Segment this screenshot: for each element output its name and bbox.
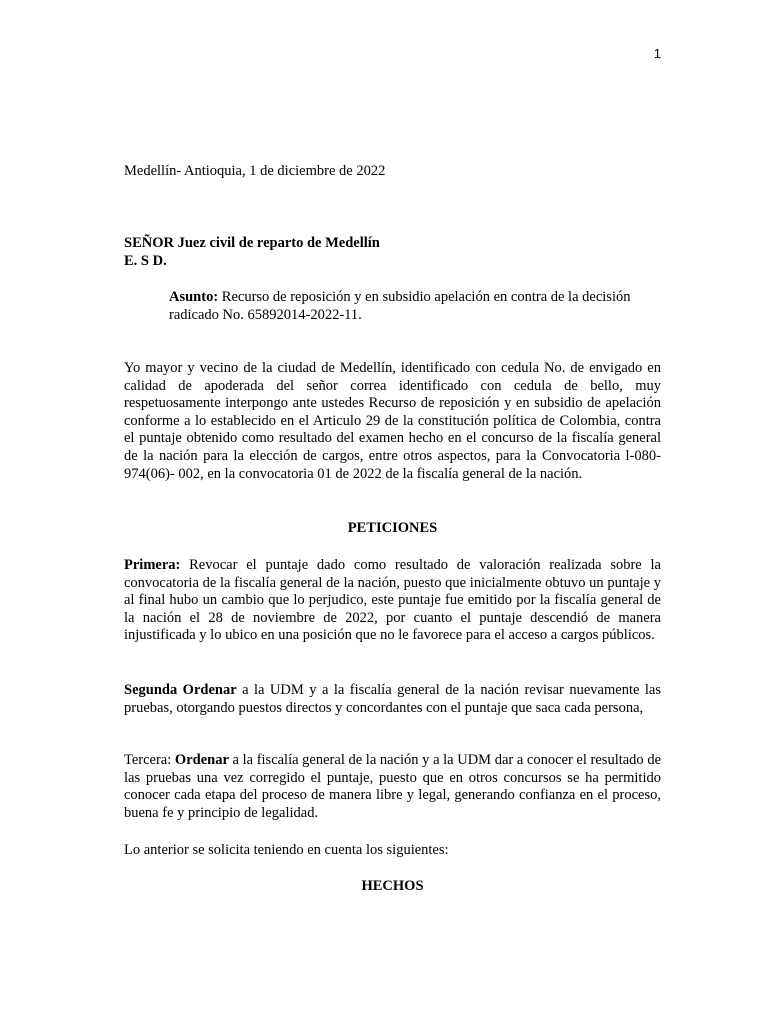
subject-text: Recurso de reposición y en subsidio apelación en contra de la decisión radicado No. 65892014-2022-11. xyxy=(169,289,631,323)
petition-first-text: Revocar el puntaje dado como resultado de valoración realizada sobre la convocatoria de la fiscalía general de la nación, puesto que inicialmente obtuvo un puntaje y al final hubo un cambio que lo perjudico, este puntaje fue emitido por la fiscalía general de la nación el 28 de noviembre de 2022, por cuanto el puntaje descendió de manera injustificada y lo ubico en una posición que no le favorece para el acceso a cargos públicos. xyxy=(124,557,661,644)
petition-second xyxy=(124,682,661,717)
petition-third-prefix: Tercera: xyxy=(124,752,175,768)
closing-line: Lo anterior se solicita teniendo en cuenta los siguientes: xyxy=(124,842,449,858)
petition-third-text: a la fiscalía general de la nación y a la UDM dar a conocer el resultado de las pruebas una vez corregido el puntaje, puesto que en otros concursos se ha permitido conocer cada etapa del proceso de manera libre y legal, generando confianza en el proceso, buena fe y principio de legalidad. xyxy=(124,752,662,821)
petition-second-label: Segunda Ordenar xyxy=(124,682,237,698)
page-number: 1 xyxy=(653,46,661,61)
facts-heading: HECHOS xyxy=(361,878,424,894)
petition-third-label: Ordenar xyxy=(174,752,229,768)
subject-label: Asunto: xyxy=(169,289,219,305)
petition-second-text: a la UDM y a la fiscalía general de la nación revisar nuevamente las pruebas, otorgando puestos directos y concordantes con el puntaje que saca cada persona, xyxy=(124,682,661,716)
recipient-line-1: SEÑOR Juez civil de reparto de Medellín xyxy=(124,235,380,251)
petition-first xyxy=(124,557,661,645)
petitions-heading: PETICIONES xyxy=(347,520,438,536)
intro-paragraph: Yo mayor y vecino de la ciudad de Medellín, identificado con cedula No. de envigado en calidad de apoderada del señor correa identificado con cedula de bello, muy respetuosamente interpongo ante ustedes Recurso de reposición y en subsidio de apelación conforme a lo establecido en el Articulo 29 de la constitución política de Colombia, contra el puntaje obtenido como resultado del examen hecho en el concurso de la fiscalía general de la nación para la elección de cargos, entre otros aspectos, para la Convocatoria l-080-974(06)- 002, en la convocatoria 01 de 2022 de la fiscalía general de la nación. xyxy=(124,360,661,482)
subject-paragraph xyxy=(169,289,661,324)
recipient-block xyxy=(124,235,661,270)
petition-third xyxy=(124,752,661,822)
place-date: Medellín- Antioquia, 1 de diciembre de 2022 xyxy=(124,163,386,179)
petition-first-label: Primera: xyxy=(124,557,181,573)
recipient-line-2: E. S D. xyxy=(124,252,167,269)
